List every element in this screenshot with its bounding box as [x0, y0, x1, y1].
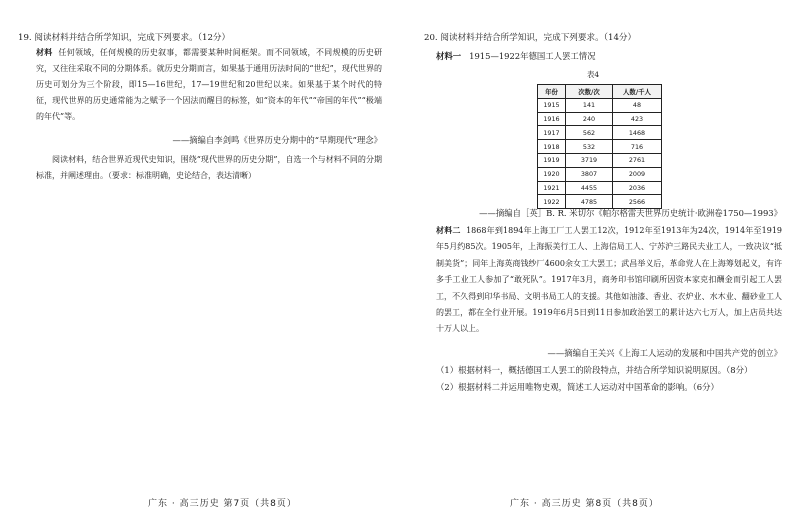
material-2 — [436, 222, 782, 338]
table-cell-year: 1920 — [538, 167, 566, 181]
table-cell-people: 2761 — [613, 153, 662, 167]
strike-table — [537, 84, 662, 209]
material-1-title: 1915—1922年德国工人罢工情况 — [469, 51, 596, 61]
table-cell-year: 1922 — [538, 195, 566, 209]
table-cell-people: 2009 — [613, 167, 662, 181]
material-1-source: ——摘编自［英］B. R. 米切尔《帕尔格雷夫世界历史统计·欧洲卷1750—1993》 — [479, 208, 782, 218]
table-cell-count: 4785 — [566, 195, 613, 209]
question-19-source: ——摘编自李剑鸣《世界历史分期中的“早期现代”理念》 — [172, 135, 382, 145]
table-cell-year: 1917 — [538, 126, 566, 140]
table-row — [538, 126, 662, 140]
table-cell-people: 48 — [613, 98, 662, 112]
table-cell-people: 716 — [613, 140, 662, 154]
material-1-heading — [436, 50, 596, 62]
table-cell-people: 2036 — [613, 181, 662, 195]
material-2-text: 1868年到1894年上海工厂工人罢工12次，1912年至1913年为24次，1914年至1919年5月约85次。1905年，上海振美行工人、上海信局工人、宁苏沪三路民夫业工人，一致决议“抵制美货”；同年上海英商钱纱厂4600余女工大罢工；武昌举义后，革命党人在上海筹划起义，有许多手工业工人参加了“敢死队”。1917年3月，商务印书馆印刷所因资本家克扣酬金而引起工人罢工，不久得到印华书局、文明书局工人的支援。其他如油漆、香业、衣炉业、水木业、翻砂业工人的罢工，都在全行业开展。1919年6月5日到11日参加政治罢工的累计达六七万人，加上店员共达十万人以上。 — [436, 226, 783, 334]
table-cell-count: 532 — [566, 140, 613, 154]
table-cell-count: 240 — [566, 112, 613, 126]
right-page — [400, 0, 800, 531]
material-2-source: ——摘编自王关兴《上海工人运动的发展和中国共产党的创立》 — [547, 348, 782, 358]
question-19-material — [36, 44, 382, 125]
material-text: 任何领域，任何规模的历史叙事，都需要某种时间框架。而不同领域，不同规模的历史研究，又往往采取不同的分期体系。就历史分期而言，如果基于通用历法时间的“世纪”，现代世界的历史可划分为三个阶段，即15—16世纪，17—19世纪和20世纪以来。如果基于某个时代的特征，现代世界的历史通常能为之赋予一个因法而醒目的标签，如“资本的年代”“帝国的年代”“极端的年代”等。 — [36, 48, 383, 121]
table-cell-people: 2566 — [613, 195, 662, 209]
table-cell-count: 562 — [566, 126, 613, 140]
table-cell-people: 423 — [613, 112, 662, 126]
table-label: 表4 — [587, 70, 600, 79]
table-row — [538, 112, 662, 126]
table-row — [538, 98, 662, 112]
sub-question-2: （2）根据材料二并运用唯物史观，简述工人运动对中国革命的影响。（6分） — [436, 382, 719, 392]
table-header-count: 次数/次 — [566, 85, 613, 99]
table-row — [538, 140, 662, 154]
material-label: 材料 — [36, 47, 53, 57]
material-1-label: 材料一 — [436, 51, 462, 61]
table-header-people: 人数/千人 — [613, 85, 662, 99]
question-19-title: 19. 阅读材料并结合所学知识，完成下列要求。（12分） — [18, 33, 231, 43]
table-header-row — [538, 85, 662, 99]
page-footer-left: 广东 · 高三历史 第7页（共8页） — [148, 499, 297, 509]
table-cell-year: 1916 — [538, 112, 566, 126]
table-cell-count: 3719 — [566, 153, 613, 167]
table-row — [538, 181, 662, 195]
table-cell-year: 1915 — [538, 98, 566, 112]
page-footer-right: 广东 · 高三历史 第8页（共8页） — [510, 499, 659, 509]
question-20-title: 20. 阅读材料并结合所学知识，完成下列要求。（14分） — [424, 33, 637, 43]
table-header-year: 年份 — [538, 85, 566, 99]
table-cell-count: 4455 — [566, 181, 613, 195]
table-row — [538, 153, 662, 167]
material-2-label: 材料二 — [436, 225, 461, 235]
table-cell-year: 1921 — [538, 181, 566, 195]
table-cell-year: 1918 — [538, 140, 566, 154]
table-cell-people: 1468 — [613, 126, 662, 140]
table-row — [538, 167, 662, 181]
table-cell-count: 3807 — [566, 167, 613, 181]
question-19-requirement: 阅读材料，结合世界近现代史知识，围绕“现代世界的历史分期”，自选一个与材料不同的分期标准，并阐述理由。（要求：标准明确，史论结合，表达清晰） — [36, 155, 382, 180]
table-cell-count: 141 — [566, 98, 613, 112]
sub-question-1: （1）根据材料一，概括德国工人罢工的阶段特点，并结合所学知识说明原因。（8分） — [436, 365, 753, 375]
table-cell-year: 1919 — [538, 153, 566, 167]
